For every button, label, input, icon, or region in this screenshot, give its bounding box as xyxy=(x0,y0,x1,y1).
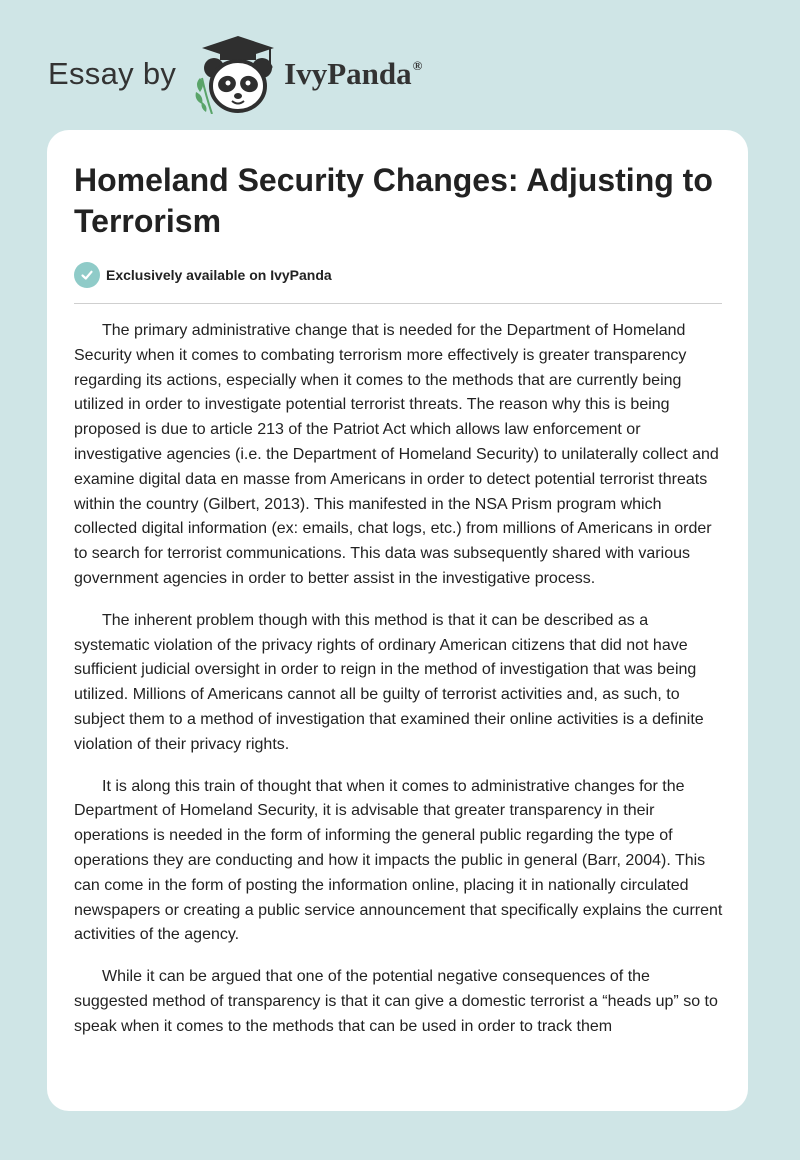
paragraph: The primary administrative change that is needed for the Department of Homeland Security when it comes to combating terrorism more effectively is greater transparency regarding its actions, especially when it comes to the methods that are currently being utilized in order to investigate potential terrorist threats. The reason why this is being proposed is due to article 213 of the Patriot Act which allows law enforcement or investigative agencies (i.e. the Department of Homeland Security) to unilaterally collect and examine digital data en masse from Americans in order to detect potential terrorist threats within the country (Gilbert, 2013). This manifested in the NSA Prism program which collected digital information (ex: emails, chat logs, etc.) from millions of Americans in order to search for terrorist communications. This data was subsequently shared with various government agencies in order to better assist in the investigative process. xyxy=(74,322,719,587)
check-icon xyxy=(74,262,100,288)
essay-body xyxy=(74,319,724,1057)
site-header xyxy=(48,34,422,114)
brand-text: IvyPanda xyxy=(284,56,412,91)
paragraph: It is along this train of thought that when it comes to administrative changes for the Department of Homeland Security, it is advisable that greater transparency in their operations is needed in the form of informing the general public regarding the type of operations they are conducting and how it impacts the public in general (Barr, 2004). This can come in the form of posting the information online, placing it in nationally circulated newspapers or creating a public service announcement that specifically explains the current activities of the agency. xyxy=(74,777,723,944)
paragraph: The inherent problem though with this method is that it can be described as a systematic violation of the privacy rights of ordinary American citizens that did not have sufficient judicial oversight in order to reign in the method of investigation that was being utilized. Millions of Americans cannot all be guilty of terrorist activities and, as such, to subject them to a method of investigation that examined their online activities is a definite violation of their privacy rights. xyxy=(74,611,704,753)
brand-name[interactable] xyxy=(284,56,422,92)
panda-graduate-icon xyxy=(190,34,286,114)
page-title: Homeland Security Changes: Adjusting to Terrorism xyxy=(74,162,713,239)
essay-by-label: Essay by xyxy=(48,56,177,91)
registered-mark: ® xyxy=(412,58,423,73)
essay-card xyxy=(47,130,748,1111)
paragraph: While it can be argued that one of the potential negative consequences of the suggested method of transparency is that it can give a domestic terrorist a “heads up” so to speak when it comes to the methods that can be used in order to track them xyxy=(74,968,718,1035)
exclusive-badge xyxy=(74,262,332,288)
exclusive-badge-text: Exclusively available on IvyPanda xyxy=(106,267,332,283)
divider xyxy=(74,303,722,304)
